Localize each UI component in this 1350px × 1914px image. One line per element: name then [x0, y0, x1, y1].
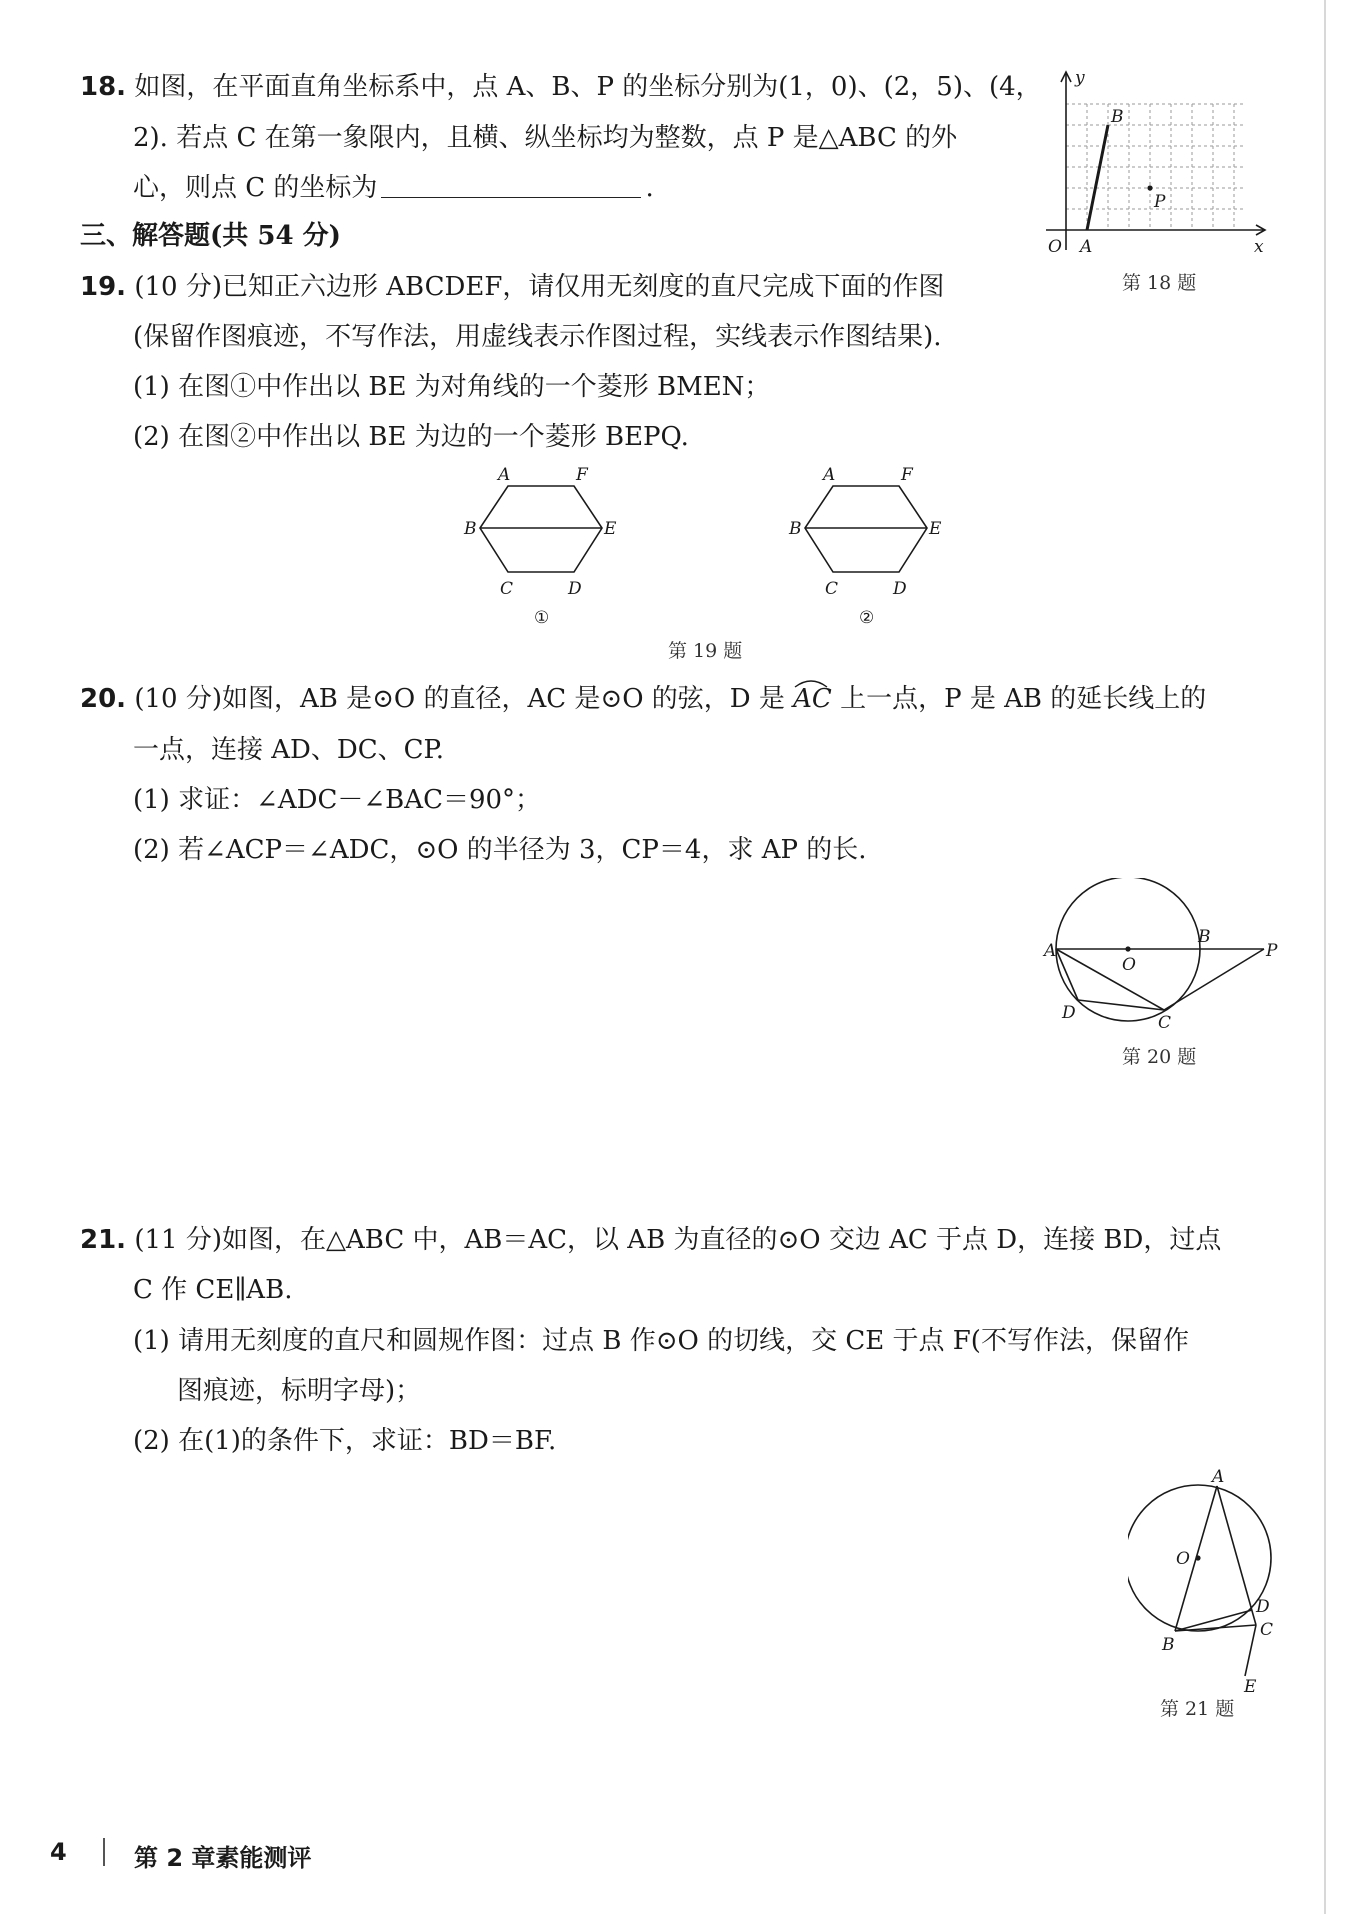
q19-fig1-label-a: A	[498, 465, 511, 485]
q21-label-b: B	[1162, 1635, 1175, 1655]
q19-sub-1: (1) 在图①中作出以 BE 为对角线的一个菱形 BMEN；	[133, 372, 771, 402]
q19-text-1: (10 分)已知正六边形 ABCDEF，请仅用无刻度的直尺完成下面的作图	[134, 272, 945, 302]
q20-label-d: D	[1062, 1003, 1076, 1023]
q19-fig1-label-f: F	[576, 465, 588, 485]
q20-line-cp	[1164, 949, 1264, 1010]
q19-line-1	[80, 270, 944, 304]
right-margin-rule	[1324, 0, 1326, 1914]
q19-fig2-label-c: C	[825, 579, 839, 599]
q19-sub-2: (2) 在图②中作出以 BE 为边的一个菱形 BEPQ.	[133, 422, 689, 452]
q18-line-1	[80, 70, 1042, 104]
q21-number: 21.	[80, 1225, 127, 1255]
q20-arc-notation	[793, 682, 832, 716]
q18-point-p	[1147, 185, 1152, 190]
q18-label-b: B	[1111, 107, 1124, 127]
q20-sub-2: (2) 若∠ACP＝∠ADC，⊙O 的半径为 3，CP＝4，求 AP 的长.	[133, 835, 867, 865]
q19-number: 19.	[80, 272, 127, 302]
q18-label-a: A	[1080, 237, 1093, 257]
q19-fig2-label-b: B	[789, 519, 802, 539]
q18-line-2: 2). 若点 C 在第一象限内，且横、纵坐标均为整数，点 P 是△ABC 的外	[133, 123, 958, 153]
q21-caption: 第 21 题	[1160, 1698, 1235, 1720]
q20-arc-mark	[793, 678, 829, 688]
q19-fig2-label-f: F	[901, 465, 913, 485]
q19-fig2-label-d: D	[893, 579, 907, 599]
q19-fig2-label-a: A	[823, 465, 836, 485]
q19-line-2: (保留作图痕迹，不写作法，用虚线表示作图过程，实线表示作图结果).	[133, 322, 942, 352]
q18-text-3-end: .	[645, 173, 654, 203]
q18-label-y: y	[1075, 68, 1085, 88]
q19-caption: 第 19 题	[668, 640, 743, 662]
q20-text-1a: (10 分)如图，AB 是⊙O 的直径，AC 是⊙O 的弦，D 是	[134, 684, 785, 714]
q20-label-c: C	[1158, 1013, 1172, 1028]
q20-chord-dc	[1078, 1000, 1164, 1010]
q21-label-o: O	[1176, 1549, 1190, 1569]
q18-line-3	[133, 171, 654, 205]
q21-line-2: C 作 CE∥AB.	[133, 1275, 293, 1305]
q20-line-1	[80, 682, 1206, 716]
q19-fig1-mark: ①	[534, 608, 550, 628]
q18-label-x: x	[1254, 237, 1264, 257]
q18-axes	[1046, 72, 1265, 250]
q21-label-c: C	[1260, 1620, 1274, 1640]
q18-label-o: O	[1048, 237, 1062, 257]
q21-line-ce	[1245, 1625, 1256, 1676]
section-3-heading: 三、解答题(共 54 分)	[80, 221, 341, 251]
q18-answer-blank[interactable]	[381, 173, 641, 198]
page-number: 4	[50, 1838, 67, 1866]
q18-text-3: 心，则点 C 的坐标为	[133, 173, 378, 203]
q19-hexagon-1	[480, 486, 602, 572]
chapter-title: 第 2 章素能测评	[134, 1844, 312, 1872]
q20-label-p: P	[1266, 941, 1278, 961]
q21-label-a: A	[1212, 1467, 1225, 1487]
footer-separator	[103, 1838, 105, 1866]
q21-sub-2: (2) 在(1)的条件下，求证：BD＝BF.	[133, 1426, 557, 1456]
q21-label-e: E	[1244, 1677, 1257, 1692]
q20-arc-label: AC	[793, 684, 832, 714]
q21-text-1: (11 分)如图，在△ABC 中，AB＝AC，以 AB 为直径的⊙O 交边 AC 于点 D，连接 BD，过点	[134, 1225, 1222, 1255]
q20-text-1b: 上一点，P 是 AB 的延长线上的	[840, 684, 1207, 714]
q19-fig1-label-b: B	[464, 519, 477, 539]
q20-circle-figure	[1040, 878, 1280, 1028]
q20-chord-ad	[1056, 949, 1078, 1000]
q21-center-dot	[1195, 1555, 1200, 1560]
q20-label-o: O	[1122, 955, 1136, 975]
q21-label-d: D	[1256, 1597, 1270, 1617]
q20-label-b: B	[1198, 927, 1211, 947]
q19-fig1-label-e: E	[604, 519, 617, 539]
q20-chord-ac	[1056, 949, 1164, 1010]
q18-text-1: 如图，在平面直角坐标系中，点 A、B、P 的坐标分别为(1，0)、(2，5)、(4，	[134, 72, 1042, 102]
q18-caption: 第 18 题	[1122, 272, 1197, 294]
q21-sub-1b: 图痕迹，标明字母)；	[177, 1376, 422, 1406]
q20-label-a: A	[1044, 941, 1057, 961]
q21-sub-1a: (1) 请用无刻度的直尺和圆规作图：过点 B 作⊙O 的切线，交 CE 于点 F(不写作法，保留作	[133, 1326, 1189, 1356]
q19-fig1-label-c: C	[500, 579, 514, 599]
q18-coordinate-figure	[1040, 66, 1280, 266]
q20-center-dot	[1125, 946, 1130, 951]
q20-number: 20.	[80, 684, 127, 714]
q19-hexagon-2	[805, 486, 927, 572]
q20-sub-1: (1) 求证：∠ADC－∠BAC＝90°；	[133, 785, 542, 815]
q20-line-2: 一点，连接 AD、DC、CP.	[133, 735, 445, 765]
q21-triangle-figure	[1128, 1466, 1292, 1692]
q20-caption: 第 20 题	[1122, 1046, 1197, 1068]
q19-fig2-label-e: E	[929, 519, 942, 539]
q21-line-1	[80, 1223, 1221, 1257]
q18-segment-ab	[1087, 125, 1108, 230]
q18-label-p: P	[1154, 192, 1166, 212]
q19-fig2-mark: ②	[859, 608, 875, 628]
q19-hexagon-figure-1	[460, 460, 630, 630]
q19-hexagon-figure-2	[785, 460, 955, 630]
q18-number: 18.	[80, 72, 127, 102]
q19-fig1-label-d: D	[568, 579, 582, 599]
